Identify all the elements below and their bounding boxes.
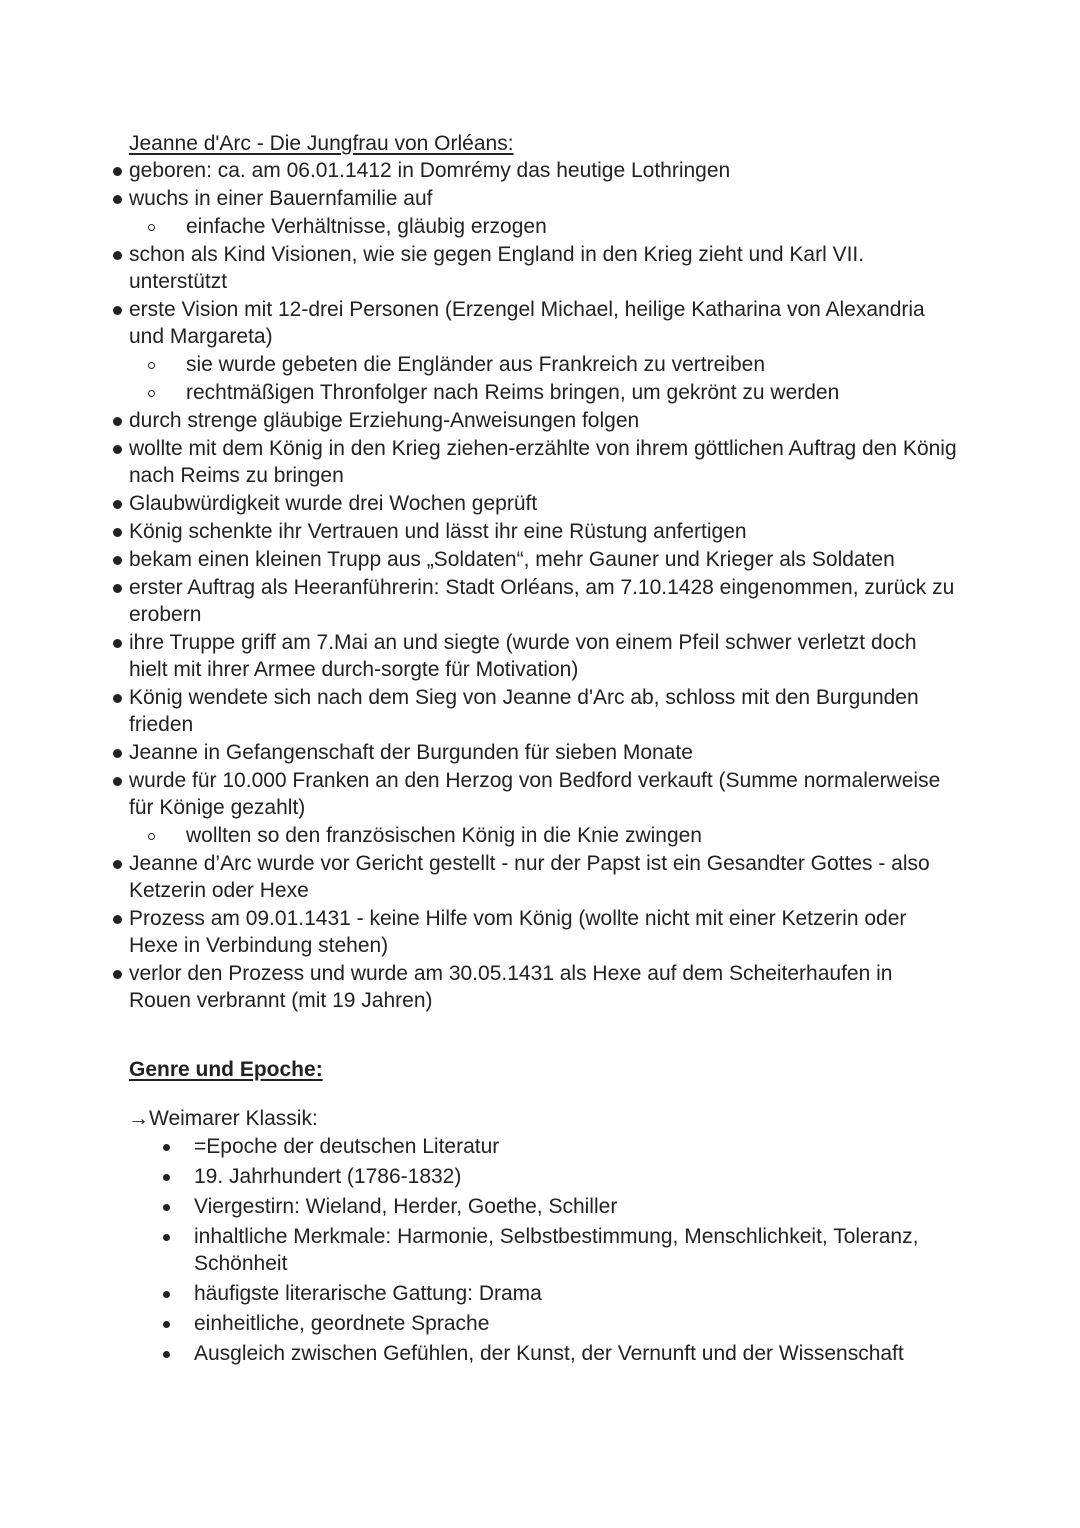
list-item-text: Jeanne d’Arc wurde vor Gericht gestellt - nur der Papst ist ein Gesandter Gottes - also Ketzerin oder Hexe <box>129 852 930 902</box>
list-item <box>110 185 960 212</box>
bullet-icon <box>113 195 122 204</box>
list-item <box>110 518 960 545</box>
biography-list <box>110 157 960 1015</box>
epoch-label: →Weimarer Klassik: <box>128 1107 318 1130</box>
bullet-icon <box>163 1321 170 1328</box>
list-item <box>110 574 960 628</box>
list-item-text: Prozess am 09.01.1431 - keine Hilfe vom König (wollte nicht mit einer Ketzerin oder Hexe in Verbindung stehen) <box>129 907 907 957</box>
bullet-icon <box>113 528 122 537</box>
list-item <box>150 1340 960 1367</box>
bullet-icon <box>163 1174 170 1181</box>
list-item-text: schon als Kind Visionen, wie sie gegen England in den Krieg zieht und Karl VII. unterstützt <box>129 243 865 293</box>
list-item <box>110 407 960 434</box>
list-item-text: verlor den Prozess und wurde am 30.05.1431 als Hexe auf dem Scheiterhaufen in Rouen verbrannt (mit 19 Jahren) <box>129 962 893 1012</box>
list-item <box>150 1280 960 1307</box>
bullet-icon <box>113 417 122 426</box>
list-item <box>110 850 960 904</box>
list-item-text: einfache Verhältnisse, gläubig erzogen <box>186 215 547 238</box>
epoch-features-list <box>150 1133 960 1370</box>
list-item-text: Viergestirn: Wieland, Herder, Goethe, Schiller <box>194 1195 618 1218</box>
bullet-icon <box>113 694 122 703</box>
list-item <box>110 241 960 295</box>
bullet-icon <box>163 1144 170 1151</box>
bullet-icon <box>113 306 122 315</box>
list-item <box>150 1133 960 1160</box>
bullet-icon <box>163 1234 170 1241</box>
section-heading-jeanne-darc: Jeanne d'Arc - Die Jungfrau von Orléans: <box>129 132 514 155</box>
list-item-text: ihre Truppe griff am 7.Mai an und siegte (wurde von einem Pfeil schwer verletzt doch hielt mit ihrer Armee durch-sorgte für Motivation) <box>129 631 917 681</box>
sub-list-item <box>110 379 960 406</box>
list-item-text: inhaltliche Merkmale: Harmonie, Selbstbestimmung, Menschlichkeit, Toleranz, Schönheit <box>194 1225 919 1275</box>
list-item <box>110 546 960 573</box>
list-item-text: wuchs in einer Bauernfamilie auf <box>129 187 433 210</box>
list-item-text: wollten so den französischen König in die Knie zwingen <box>186 824 702 847</box>
bullet-icon <box>113 584 122 593</box>
bullet-icon <box>113 167 122 176</box>
bullet-icon <box>113 445 122 454</box>
list-item-text: Glaubwürdigkeit wurde drei Wochen geprüft <box>129 492 538 515</box>
circle-bullet-icon <box>148 224 155 231</box>
list-item <box>110 684 960 738</box>
list-item-text: wollte mit dem König in den Krieg ziehen-erzählte von ihrem göttlichen Auftrag den König nach Reims zu bringen <box>129 437 957 487</box>
list-item-text: Ausgleich zwischen Gefühlen, der Kunst, der Vernunft und der Wissenschaft <box>194 1342 904 1365</box>
sub-list-item <box>110 351 960 378</box>
sub-list-item <box>110 822 960 849</box>
bullet-icon <box>113 915 122 924</box>
list-item-text: einheitliche, geordnete Sprache <box>194 1312 490 1335</box>
list-item <box>150 1223 960 1277</box>
list-item <box>110 296 960 350</box>
list-item-text: =Epoche der deutschen Literatur <box>194 1135 500 1158</box>
list-item <box>150 1163 960 1190</box>
bullet-icon <box>163 1204 170 1211</box>
bullet-icon <box>113 860 122 869</box>
bullet-icon <box>113 251 122 260</box>
list-item-text: häufigste literarische Gattung: Drama <box>194 1282 542 1305</box>
list-item <box>110 960 960 1014</box>
list-item-text: geboren: ca. am 06.01.1412 in Domrémy das heutige Lothringen <box>129 159 731 182</box>
bullet-icon <box>163 1351 170 1358</box>
list-item-text: durch strenge gläubige Erziehung-Anweisungen folgen <box>129 409 640 432</box>
list-item <box>110 490 960 517</box>
list-item-text: bekam einen kleinen Trupp aus „Soldaten“, mehr Gauner und Krieger als Soldaten <box>129 548 895 571</box>
list-item <box>110 629 960 683</box>
list-item-text: Jeanne in Gefangenschaft der Burgunden für sieben Monate <box>129 741 693 764</box>
list-item <box>150 1193 960 1220</box>
bullet-icon <box>113 500 122 509</box>
circle-bullet-icon <box>148 362 155 369</box>
section-heading-genre-epoche: Genre und Epoche: <box>129 1058 323 1081</box>
list-item <box>110 767 960 821</box>
sub-list-item <box>110 213 960 240</box>
circle-bullet-icon <box>148 833 155 840</box>
list-item <box>150 1310 960 1337</box>
circle-bullet-icon <box>148 390 155 397</box>
bullet-icon <box>163 1291 170 1298</box>
list-item-text: erste Vision mit 12-drei Personen (Erzengel Michael, heilige Katharina von Alexandria und Margareta) <box>129 298 925 348</box>
list-item <box>110 905 960 959</box>
list-item <box>110 435 960 489</box>
bullet-icon <box>113 556 122 565</box>
list-item-text: erster Auftrag als Heeranführerin: Stadt Orléans, am 7.10.1428 eingenommen, zurück zu erobern <box>129 576 955 626</box>
bullet-icon <box>113 970 122 979</box>
list-item <box>110 157 960 184</box>
list-item-text: König schenkte ihr Vertrauen und lässt ihr eine Rüstung anfertigen <box>129 520 747 543</box>
list-item-text: sie wurde gebeten die Engländer aus Frankreich zu vertreiben <box>186 353 766 376</box>
list-item-text: rechtmäßigen Thronfolger nach Reims bringen, um gekrönt zu werden <box>186 381 840 404</box>
bullet-icon <box>113 777 122 786</box>
list-item-text: 19. Jahrhundert (1786-1832) <box>194 1165 462 1188</box>
bullet-icon <box>113 749 122 758</box>
list-item-text: wurde für 10.000 Franken an den Herzog von Bedford verkauft (Summe normalerweise für Könige gezahlt) <box>129 769 941 819</box>
list-item-text: König wendete sich nach dem Sieg von Jeanne d'Arc ab, schloss mit den Burgunden frieden <box>129 686 919 736</box>
list-item <box>110 739 960 766</box>
bullet-icon <box>113 639 122 648</box>
